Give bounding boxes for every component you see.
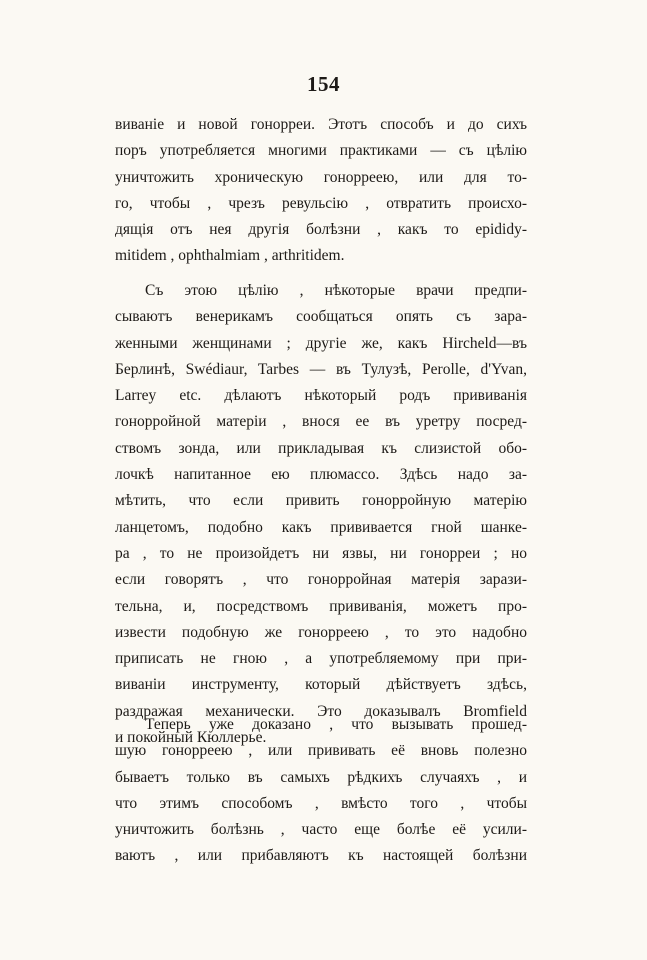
text-line: виваніе и новой гонорреи. Этотъ способъ и до сихъ [115,116,527,133]
text-line: лочкѣ напитанное ею плюмассо. Здѣсь надо за- [115,466,527,484]
paragraph-3 [115,712,527,870]
text-line: поръ употребляется многими практиками — съ цѣлію [115,142,527,160]
text-line: Берлинѣ, Swédiaur, Tarbes — въ Тулузѣ, Perolle, d'Yvan, [115,360,527,378]
text-line: ваютъ , или прибавляютъ къ настоящей болѣзни [115,847,527,865]
text-line: го, чтобы , чрезъ ревульсію , отвратить происхо- [115,194,527,212]
text-line: уничтожить болѣзнь , часто еще болѣе её усили- [115,821,527,839]
text-line: ра , то не произойдетъ ни язвы, ни гонорреи ; но [115,544,527,562]
text-line: Съ этою цѣлію , нѣкоторые врачи предпи- [145,282,527,299]
text-line: шую гонорреею , или прививать её вновь полезно [115,742,527,760]
paragraph-1 [115,112,527,270]
text-line: виваніи инструменту, который дѣйствуетъ здѣсь, [115,676,527,694]
text-line: и покойный Кюллерье. [115,729,267,747]
text-line: дящія отъ нея другія болѣзни , какъ то epididy- [115,221,527,239]
text-line: извести подобную же гонорреею , то это надобно [115,623,527,641]
text-line: ланцетомъ, подобно какъ прививается гной шанке- [115,518,527,536]
text-line: бываетъ только въ самыхъ рѣдкихъ случаяхъ , и [115,768,527,786]
paragraph-2 [115,278,527,751]
text-line: уничтожить хроническую гонорреею, или для то- [115,168,527,186]
text-line: сываютъ венерикамъ сообщаться опять съ зара- [115,308,527,326]
text-line: Larrey etc. дѣлаютъ нѣкоторый родъ прививанія [115,387,527,405]
text-line: ствомъ зонда, или прикладывая къ слизистой обо- [115,439,527,457]
text-line: приписать не гною , а употребляемому при при- [115,650,527,668]
text-line: mitidem , ophthalmiam , arthritidem. [115,247,345,265]
text-line: гонорройной матеріи , внося ее въ уретру посред- [115,413,527,431]
text-line: тельна, и, посредствомъ прививанія, можетъ про- [115,597,527,615]
text-line: мѣтить, что если привить гонорройную матерію [115,492,527,510]
text-line: если говорятъ , что гонорройная матерія зарази- [115,571,527,589]
text-line: что этимъ способомъ , вмѣсто того , чтобы [115,794,527,812]
text-line: Теперь уже доказано , что вызывать прошед- [145,716,527,733]
text-line: женными женщинами ; другіе же, какъ Hircheld—въ [115,334,527,352]
text-line: раздражая механически. Это доказывалъ Bromfield [115,702,527,720]
page-number: 154 [307,72,340,96]
